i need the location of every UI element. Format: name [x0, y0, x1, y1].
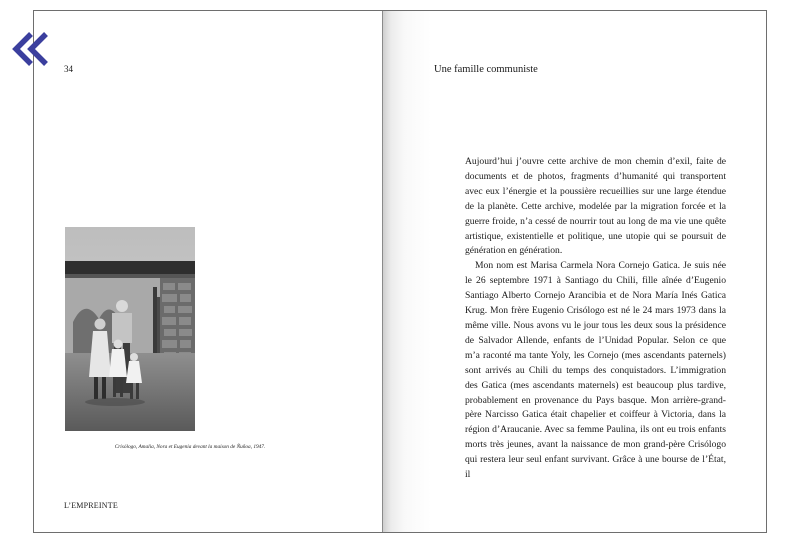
page-number: 34 — [64, 64, 73, 74]
double-chevron-left-icon — [10, 30, 54, 70]
paragraph: Aujourd’hui j’ouvre cette archive de mon chemin d’exil, faite de documents et de photos, fragments d’humanité qui transportent avec eux l’énergie et la poussière recueillies sur une large étendue de la planète. Cette archive, modelée par la migration forcée et la guerre froide, n’a cessé de nourrir tout au long de ma vie une quête artistique, existentielle et politique, une utopie qui se poursuit de génération en génération. — [465, 156, 726, 257]
book-gutter — [382, 11, 383, 532]
publisher-footer: L’EMPREINTE — [64, 501, 118, 510]
back-button[interactable] — [10, 30, 54, 70]
archival-photo — [65, 227, 195, 431]
family-photograph — [65, 227, 195, 431]
running-head: Une famille communiste — [434, 64, 538, 75]
photo-caption: Crisólogo, Amalia, Nora et Eugenia devant la maison de Ñuñoa, 1947. — [114, 444, 266, 450]
body-text — [465, 155, 726, 483]
paragraph: Mon nom est Marisa Carmela Nora Cornejo Gatica. Je suis née le 26 septembre 1971 à Santiago du Chili, fille aînée d’Eugenio Santiago Alberto Cornejo Arancibia et de Nora María Inés Gatica Krug. Mon frère Eugenio Crisólogo est né le 24 mars 1973 dans la même ville. Nous avons vu le jour tous les deux sous la présidence de Salvador Allende, enfants de l’Unidad Popular. Selon ce que m’a raconté ma tante Yoly, les Cornejo (mes ascendants paternels) sont arrivés au Chili du temps des conquistadors. L’immigration des Gatica (mes ascendants maternels) est beaucoup plus tardive, probablement en provenance du Pays basque. Mon arrière-grand-père Narcisso Gatica était chapelier et coiffeur à Victoria, dans la région d’Araucanie. Avec sa femme Paulina, ils ont eu trois enfants morts très jeunes, avant la naissance de mon grand-père Crisólogo qui restera leur seul enfant survivant. Grâce à une bourse de l’État, il — [465, 260, 726, 481]
